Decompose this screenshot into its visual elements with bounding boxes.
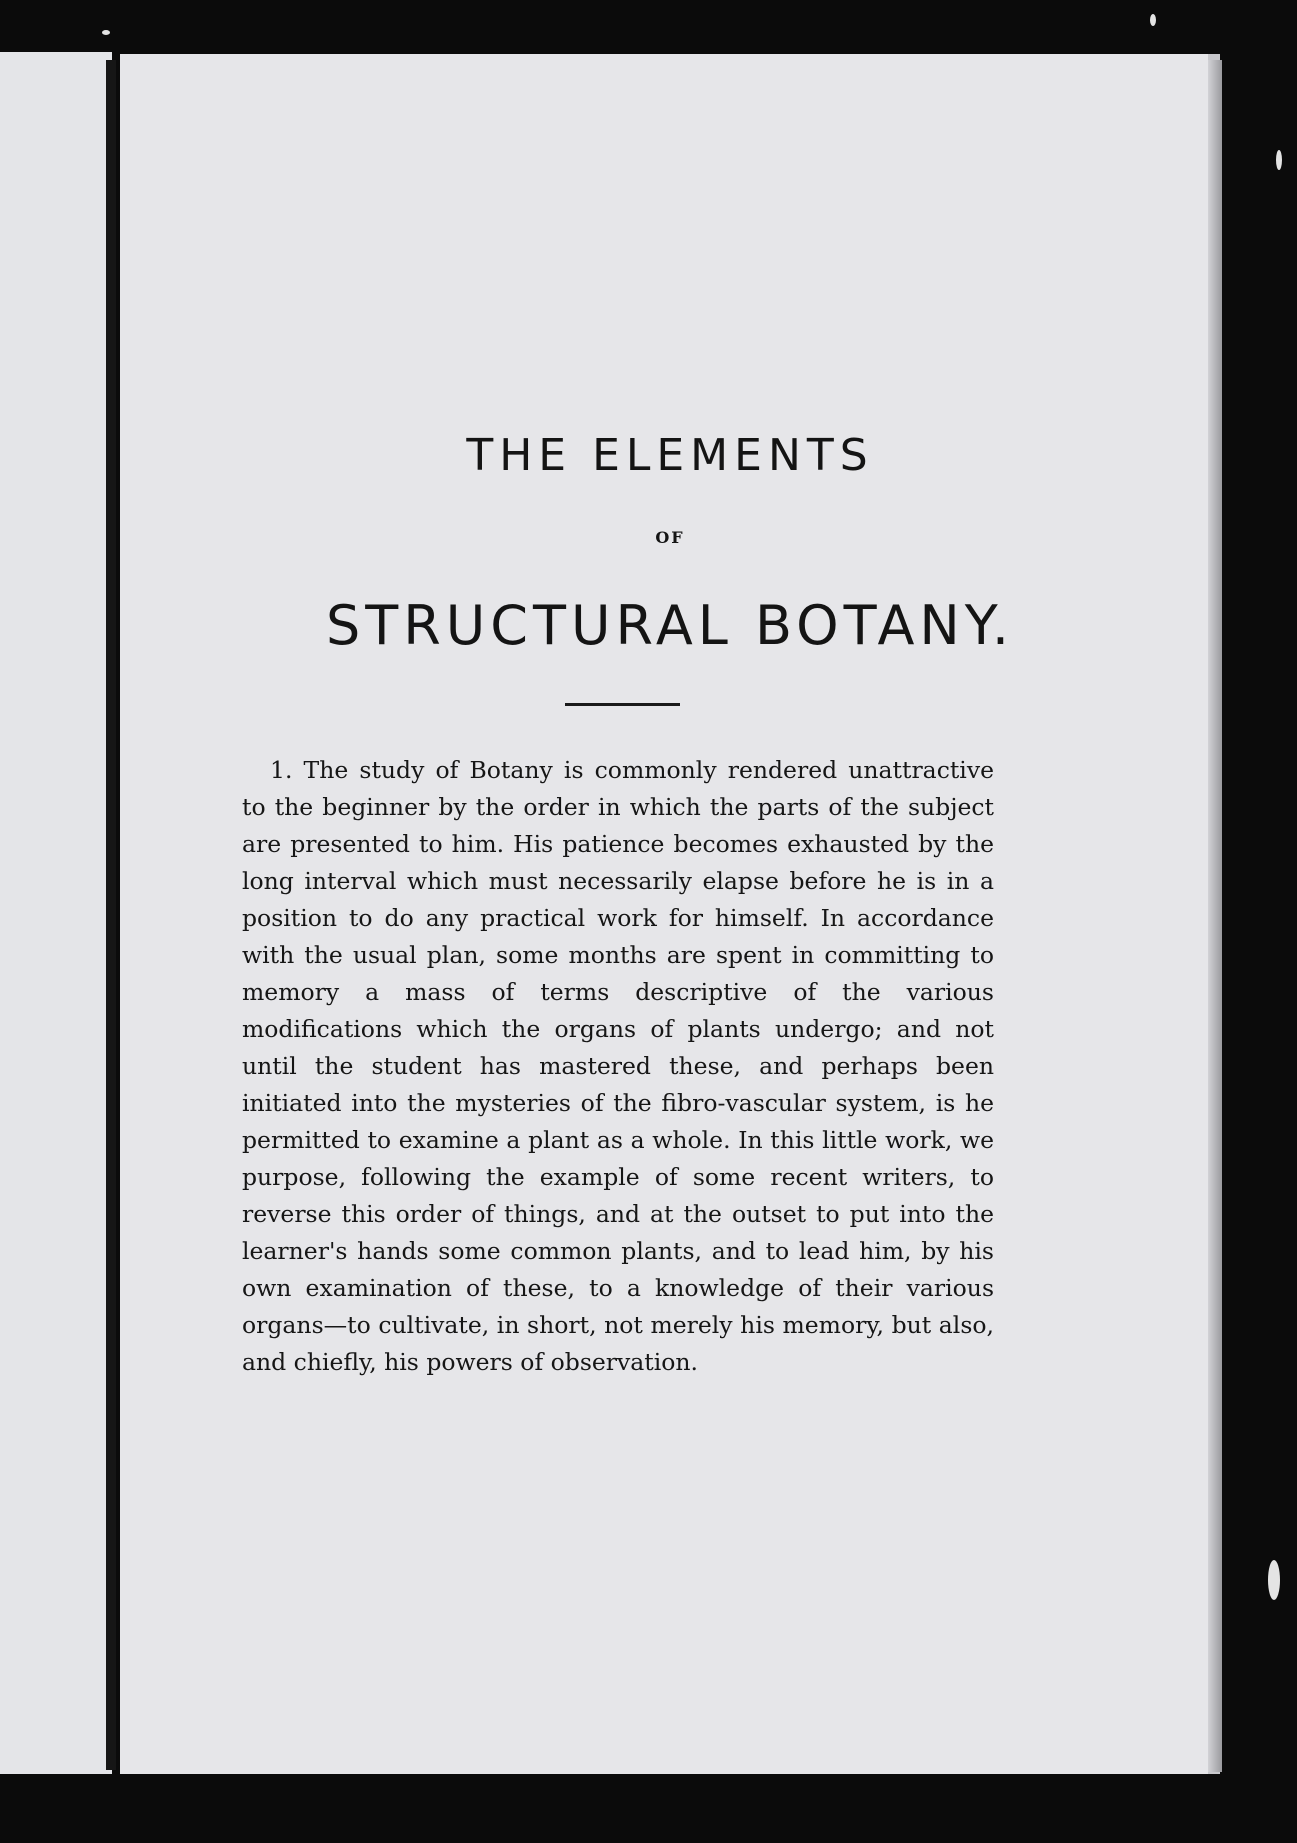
title-rule <box>565 703 680 706</box>
scan-speck <box>102 30 110 35</box>
left-page-edge <box>0 52 112 1774</box>
title-line-2: STRUCTURAL BOTANY. <box>326 594 1014 657</box>
page-edge-shadow <box>1208 60 1222 1772</box>
book-gutter <box>106 60 116 1770</box>
scan-speck <box>1268 1560 1280 1600</box>
title-line-1: THE ELEMENTS <box>466 430 874 481</box>
scan-speck <box>1276 150 1282 170</box>
title-connector: OF <box>655 528 685 547</box>
scan-speck <box>1150 14 1156 26</box>
body-paragraph: 1. The study of Botany is commonly rendered unattractive to the beginner by the order in which the parts of the subject are presented to him. His patience becomes exhausted by the long interval which must necessarily elapse before he is in a position to do any practical work for himself. In accordance with the usual plan, some months are spent in committing to memory a mass of terms descriptive of the various modifications which the organs of plants undergo; and not until the student has mastered these, and perhaps been initiated into the mysteries of the fibro-vascular system, is he permitted to examine a plant as a whole. In this little work, we purpose, following the example of some recent writers, to reverse this order of things, and at the outset to put into the learner's hands some common plants, and to lead him, by his own examination of these, to a knowledge of their various organs—to cultivate, in short, not merely his memory, but also, and chiefly, his powers of observation. <box>242 756 994 1376</box>
